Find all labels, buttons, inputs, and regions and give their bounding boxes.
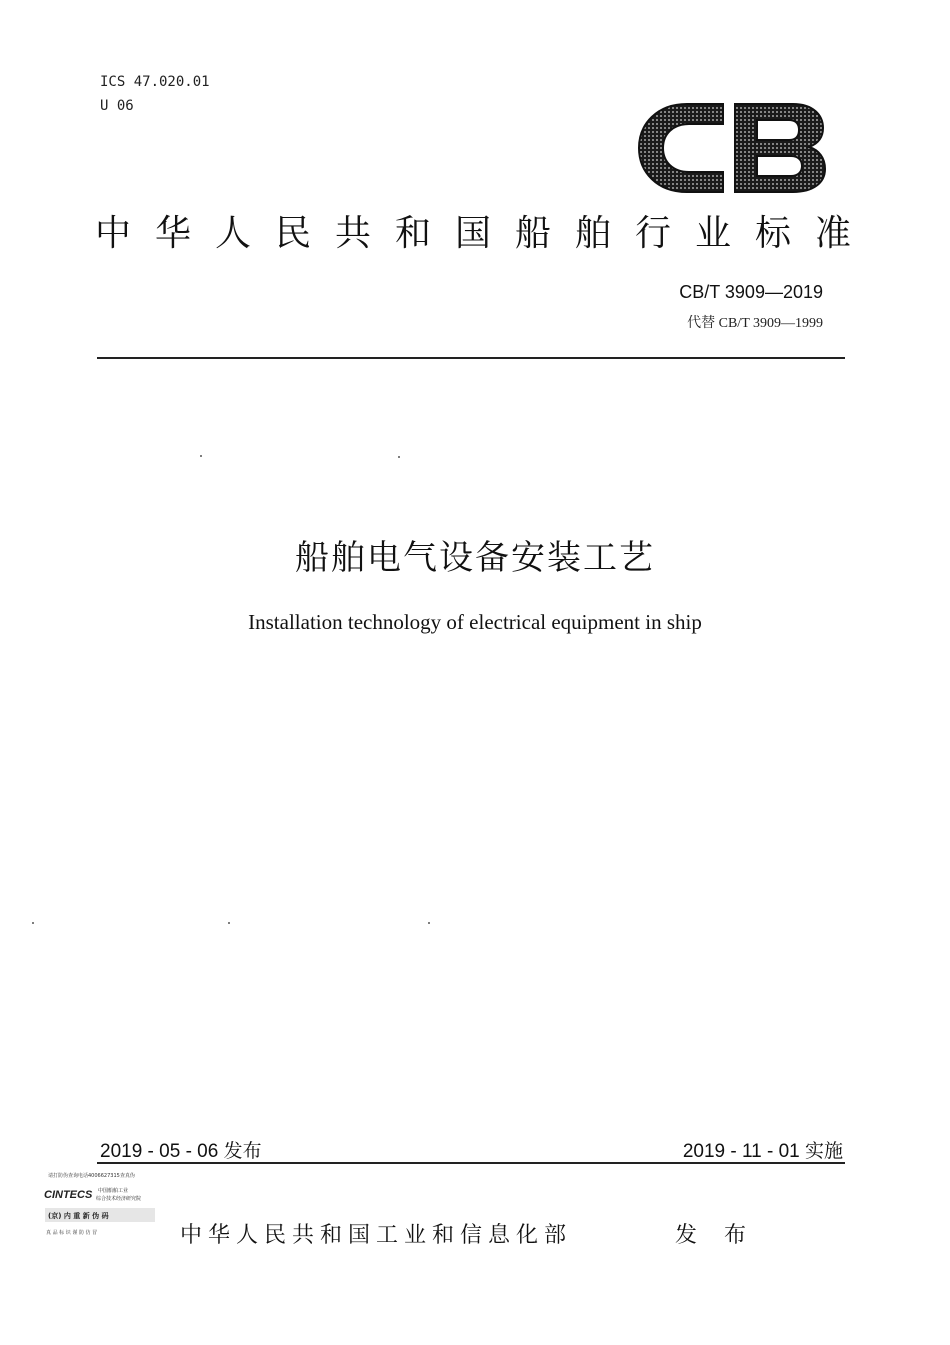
document-title-chinese: 船舶电气设备安装工艺 — [295, 538, 655, 578]
replaces-note: 代替 CB/T 3909—1999 — [687, 316, 823, 331]
publisher-name: 中华人民共和国工业和信息化部 — [180, 1223, 573, 1248]
issue-date: 2019 - 05 - 06 发布 — [100, 1141, 262, 1162]
classification-codes — [100, 70, 210, 118]
scan-speck — [228, 922, 230, 924]
document-title-english: Installation technology of electrical equipment in ship — [248, 610, 702, 634]
anti-counterfeit-stamp — [40, 1168, 160, 1240]
stamp-org1: 中国船舶工业 — [98, 1188, 129, 1194]
footer-divider — [97, 1162, 845, 1164]
stamp-org2: 综合技术经济研究院 — [96, 1196, 142, 1202]
stamp-line1: 请打防伪查询电话4006627315查真伪 — [48, 1173, 135, 1179]
standard-number: CB/T 3909—2019 — [679, 282, 823, 302]
stamp-code: (京) 内 重 新 伪 码 — [48, 1212, 109, 1220]
standard-title: 中华人民共和国船舶行业标准 — [95, 213, 876, 254]
stamp-brand: CINTECS — [44, 1189, 93, 1201]
scan-speck — [200, 455, 202, 457]
stamp-bottom: 真 品 标 识 谨 防 仿 冒 — [46, 1230, 98, 1236]
ics-code: ICS 47.020.01 — [100, 74, 210, 90]
scan-speck — [428, 922, 430, 924]
publish-label: 发 布 — [675, 1223, 756, 1248]
header-divider — [97, 357, 845, 359]
cb-logo — [635, 98, 827, 198]
implementation-date: 2019 - 11 - 01 实施 — [682, 1141, 843, 1162]
ccs-code: U 06 — [100, 98, 134, 114]
scan-speck — [32, 922, 34, 924]
scan-speck — [398, 456, 400, 458]
